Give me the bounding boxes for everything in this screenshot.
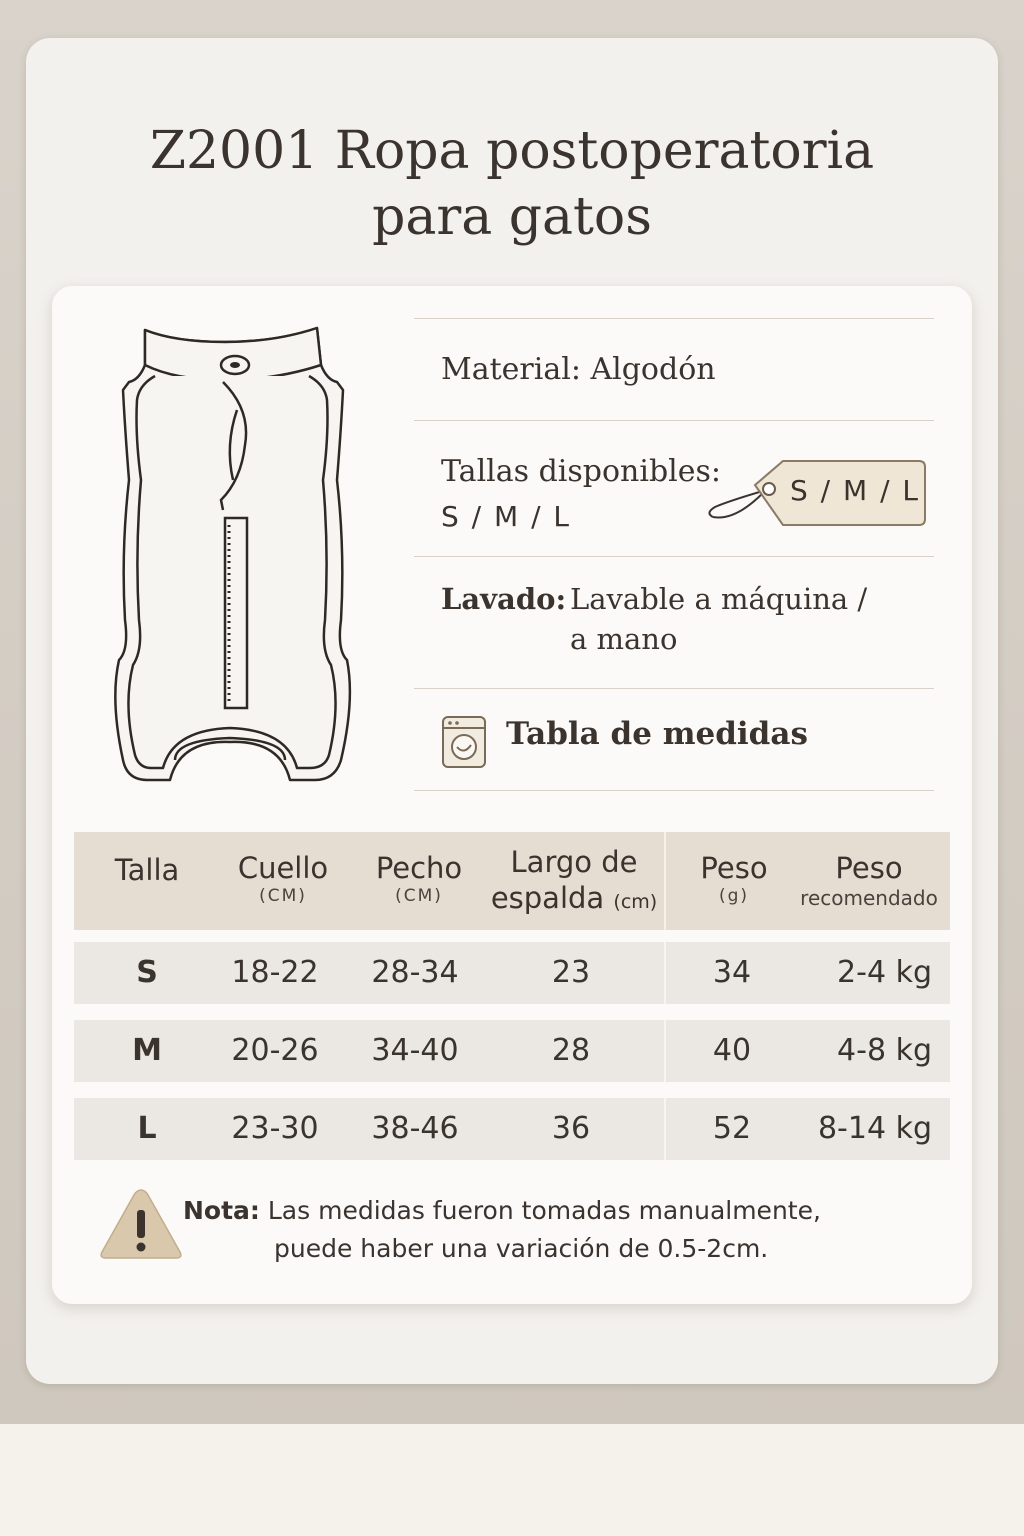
- table-row: [74, 1020, 950, 1082]
- wash-line-1: Lavable a máquina /: [570, 582, 868, 616]
- cell-recommended: 4-8 kg: [837, 1033, 932, 1068]
- cell-chest: 34-40: [371, 1033, 459, 1068]
- cell-neck: 18-22: [231, 955, 319, 990]
- material-text: Material: Algodón: [441, 352, 716, 387]
- cell-chest: 38-46: [371, 1111, 459, 1146]
- cell-back: 36: [551, 1111, 591, 1146]
- table-row: [74, 1098, 950, 1160]
- cell-neck: 20-26: [231, 1033, 319, 1068]
- size-tag-label: S / M / L: [790, 474, 920, 507]
- divider: [414, 420, 934, 421]
- washing-machine-icon: [441, 715, 487, 769]
- col-header-size: Talla: [114, 853, 180, 887]
- cell-weight: 40: [712, 1033, 752, 1068]
- cell-recommended: 8-14 kg: [817, 1111, 932, 1146]
- note-line-2: puede haber una variación de 0.5-2cm.: [274, 1234, 769, 1263]
- size-chart-link[interactable]: Tabla de medidas: [506, 716, 808, 752]
- cell-back: 23: [551, 955, 591, 990]
- title-line-1: Z2001 Ropa postoperatoria: [149, 121, 875, 181]
- wash-label: Lavado:: [441, 582, 567, 616]
- col-header-recommended-weight: Peso recomendado: [800, 851, 938, 910]
- wash-line-2: a mano: [570, 622, 678, 656]
- cell-size: M: [132, 1033, 162, 1068]
- cell-size: S: [136, 955, 158, 990]
- cell-weight: 52: [712, 1111, 752, 1146]
- page-title: [0, 118, 1024, 250]
- col-header-weight: Peso (g): [700, 851, 768, 906]
- col-header-back-length: Largo de espalda (cm): [490, 845, 658, 915]
- measurement-note: [183, 1192, 821, 1268]
- cell-neck: 23-30: [231, 1111, 319, 1146]
- cell-size: L: [137, 1111, 157, 1146]
- garment-illustration: [105, 320, 360, 790]
- table-row: [74, 942, 950, 1004]
- divider: [414, 688, 934, 689]
- warning-icon: [98, 1186, 184, 1262]
- sizes-label: Tallas disponibles:: [441, 454, 722, 489]
- divider: [414, 318, 934, 319]
- cell-weight: 34: [712, 955, 752, 990]
- cell-recommended: 2-4 kg: [837, 955, 932, 990]
- note-line-1: Las medidas fueron tomadas manualmente,: [267, 1196, 821, 1225]
- header-separator: [664, 832, 666, 930]
- divider: [414, 790, 934, 791]
- col-header-chest: Pecho (CM): [375, 851, 463, 906]
- cell-chest: 28-34: [371, 955, 459, 990]
- col-header-neck: Cuello (CM): [237, 851, 329, 906]
- cell-back: 28: [551, 1033, 591, 1068]
- note-label: Nota:: [183, 1196, 260, 1225]
- sizes-value: S / M / L: [441, 500, 571, 533]
- divider: [414, 556, 934, 557]
- title-line-2: para gatos: [372, 187, 652, 247]
